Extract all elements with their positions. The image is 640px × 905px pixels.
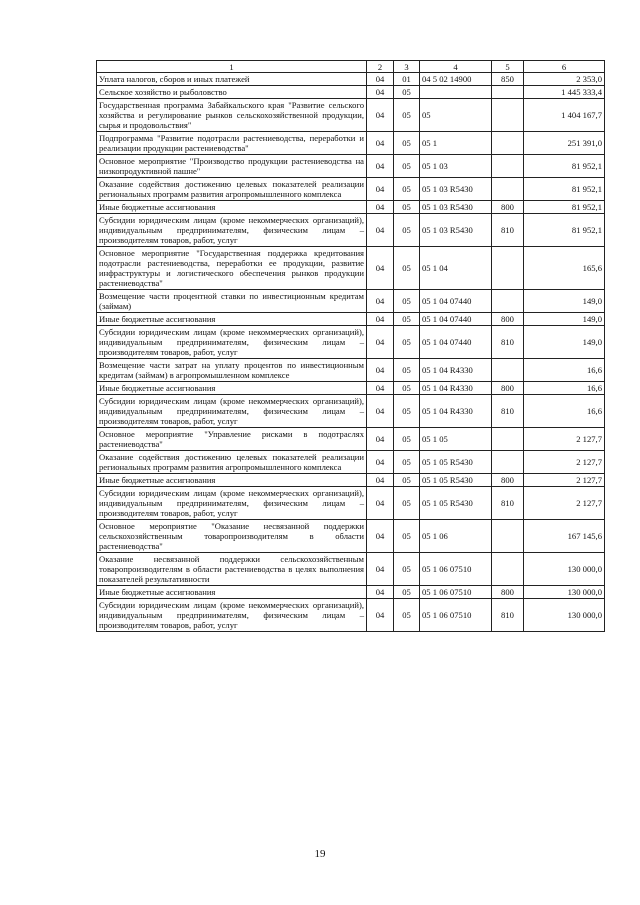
row-target-article: 05 1 03	[420, 155, 492, 178]
row-name: Субсидии юридическим лицам (кроме некоммерческих организаций), индивидуальным предпринимателям, физическим лицам – производителям товаров, работ, услуг	[97, 326, 367, 359]
row-section: 04	[367, 359, 394, 382]
row-subsection: 05	[394, 451, 420, 474]
table-row	[97, 73, 605, 86]
row-subsection: 05	[394, 155, 420, 178]
row-name: Основное мероприятие "Оказание несвязанной поддержки сельскохозяйственным товаропроизводителям в области растениеводства"	[97, 520, 367, 553]
table-row	[97, 178, 605, 201]
table-row	[97, 382, 605, 395]
header-col-2: 2	[367, 61, 394, 73]
row-expense-type	[492, 451, 524, 474]
row-expense-type: 810	[492, 395, 524, 428]
row-amount: 149,0	[524, 290, 605, 313]
row-section: 04	[367, 247, 394, 290]
table-row	[97, 247, 605, 290]
row-amount: 130 000,0	[524, 553, 605, 586]
row-subsection: 05	[394, 395, 420, 428]
row-amount: 130 000,0	[524, 586, 605, 599]
row-target-article: 05 1 04 07440	[420, 313, 492, 326]
row-name: Государственная программа Забайкальского края "Развитие сельского хозяйства и регулирование рынков сельскохозяйственной продукции, сырья и продовольствия"	[97, 99, 367, 132]
table-row	[97, 599, 605, 632]
header-col-4: 4	[420, 61, 492, 73]
row-subsection: 05	[394, 86, 420, 99]
row-target-article: 05 1 05 R5430	[420, 451, 492, 474]
row-target-article: 05 1 03 R5430	[420, 178, 492, 201]
table-row	[97, 359, 605, 382]
row-subsection: 05	[394, 474, 420, 487]
row-target-article: 05 1 04 R4330	[420, 382, 492, 395]
row-target-article: 05 1 06	[420, 520, 492, 553]
page-number: 19	[314, 848, 326, 860]
row-expense-type: 800	[492, 313, 524, 326]
row-target-article	[420, 86, 492, 99]
row-name: Иные бюджетные ассигнования	[97, 382, 367, 395]
row-subsection: 05	[394, 586, 420, 599]
row-section: 04	[367, 382, 394, 395]
row-section: 04	[367, 451, 394, 474]
row-name: Иные бюджетные ассигнования	[97, 586, 367, 599]
row-name: Субсидии юридическим лицам (кроме некоммерческих организаций), индивидуальным предпринимателям, физическим лицам – производителям товаров, работ, услуг	[97, 599, 367, 632]
row-amount: 2 127,7	[524, 474, 605, 487]
row-subsection: 05	[394, 599, 420, 632]
row-expense-type: 800	[492, 201, 524, 214]
row-section: 04	[367, 86, 394, 99]
row-amount: 167 145,6	[524, 520, 605, 553]
table-row	[97, 86, 605, 99]
table-row	[97, 487, 605, 520]
row-amount: 81 952,1	[524, 178, 605, 201]
row-expense-type: 850	[492, 73, 524, 86]
row-target-article: 05 1 05 R5430	[420, 474, 492, 487]
table-row	[97, 214, 605, 247]
row-target-article: 05 1 06 07510	[420, 599, 492, 632]
row-name: Иные бюджетные ассигнования	[97, 313, 367, 326]
row-subsection: 05	[394, 326, 420, 359]
table-header-row	[97, 61, 605, 73]
row-subsection: 05	[394, 313, 420, 326]
row-target-article: 05 1 04 07440	[420, 326, 492, 359]
row-subsection: 05	[394, 214, 420, 247]
row-section: 04	[367, 132, 394, 155]
row-target-article: 05 1 04 07440	[420, 290, 492, 313]
row-target-article: 05 1 04 R4330	[420, 395, 492, 428]
table-row	[97, 155, 605, 178]
row-name: Возмещение части процентной ставки по инвестиционным кредитам (займам)	[97, 290, 367, 313]
row-target-article: 05 1 06 07510	[420, 586, 492, 599]
row-name: Субсидии юридическим лицам (кроме некоммерческих организаций), индивидуальным предпринимателям, физическим лицам – производителям товаров, работ, услуг	[97, 395, 367, 428]
row-section: 04	[367, 395, 394, 428]
table-row	[97, 313, 605, 326]
row-subsection: 05	[394, 290, 420, 313]
row-name: Иные бюджетные ассигнования	[97, 201, 367, 214]
row-section: 04	[367, 313, 394, 326]
row-amount: 81 952,1	[524, 201, 605, 214]
row-name: Сельское хозяйство и рыболовство	[97, 86, 367, 99]
row-section: 04	[367, 99, 394, 132]
row-section: 04	[367, 520, 394, 553]
table-row	[97, 395, 605, 428]
table-row	[97, 520, 605, 553]
row-name: Основное мероприятие "Государственная поддержка кредитования подотрасли растениеводства, переработки ее продукции, развитие инфраструктуры и логистического обеспечения рынков продукции растениеводства"	[97, 247, 367, 290]
row-amount: 16,6	[524, 382, 605, 395]
row-expense-type	[492, 155, 524, 178]
row-name: Основное мероприятие "Управление рисками в подотраслях растениеводства"	[97, 428, 367, 451]
row-expense-type	[492, 132, 524, 155]
row-expense-type: 800	[492, 586, 524, 599]
row-subsection: 05	[394, 132, 420, 155]
header-col-5: 5	[492, 61, 524, 73]
header-col-3: 3	[394, 61, 420, 73]
row-expense-type: 810	[492, 214, 524, 247]
row-subsection: 05	[394, 99, 420, 132]
row-expense-type	[492, 520, 524, 553]
row-amount: 1 445 333,4	[524, 86, 605, 99]
row-amount: 165,6	[524, 247, 605, 290]
row-target-article: 04 5 02 14900	[420, 73, 492, 86]
row-expense-type	[492, 359, 524, 382]
row-amount: 16,6	[524, 359, 605, 382]
row-amount: 2 127,7	[524, 487, 605, 520]
row-subsection: 05	[394, 428, 420, 451]
row-subsection: 05	[394, 178, 420, 201]
row-name: Оказание содействия достижению целевых показателей реализации региональных программ развития агропромышленного комплекса	[97, 451, 367, 474]
row-target-article: 05 1 04	[420, 247, 492, 290]
row-amount: 149,0	[524, 313, 605, 326]
table-row	[97, 99, 605, 132]
row-expense-type: 810	[492, 326, 524, 359]
row-expense-type	[492, 86, 524, 99]
row-section: 04	[367, 586, 394, 599]
budget-table	[96, 60, 605, 632]
row-expense-type	[492, 178, 524, 201]
row-section: 04	[367, 155, 394, 178]
row-target-article: 05 1 03 R5430	[420, 201, 492, 214]
row-target-article: 05 1 05	[420, 428, 492, 451]
row-target-article: 05 1	[420, 132, 492, 155]
row-amount: 2 127,7	[524, 428, 605, 451]
row-section: 04	[367, 428, 394, 451]
row-target-article: 05 1 06 07510	[420, 553, 492, 586]
row-name: Уплата налогов, сборов и иных платежей	[97, 73, 367, 86]
row-target-article: 05 1 05 R5430	[420, 487, 492, 520]
row-name: Основное мероприятие "Производство продукции растениеводства на низкопродуктивной пашне"	[97, 155, 367, 178]
row-section: 04	[367, 178, 394, 201]
row-section: 04	[367, 290, 394, 313]
row-section: 04	[367, 487, 394, 520]
row-target-article: 05 1 04 R4330	[420, 359, 492, 382]
row-amount: 16,6	[524, 395, 605, 428]
row-subsection: 05	[394, 487, 420, 520]
row-amount: 81 952,1	[524, 214, 605, 247]
row-amount: 81 952,1	[524, 155, 605, 178]
row-section: 04	[367, 599, 394, 632]
row-name: Возмещение части затрат на уплату процентов по инвестиционным кредитам (займам) в агропромышленном комплексе	[97, 359, 367, 382]
header-col-1: 1	[97, 61, 367, 73]
row-subsection: 05	[394, 553, 420, 586]
table-row	[97, 553, 605, 586]
header-col-6: 6	[524, 61, 605, 73]
row-amount: 251 391,0	[524, 132, 605, 155]
row-amount: 2 127,7	[524, 451, 605, 474]
row-subsection: 01	[394, 73, 420, 86]
row-amount: 2 353,0	[524, 73, 605, 86]
row-expense-type	[492, 290, 524, 313]
row-subsection: 05	[394, 201, 420, 214]
row-section: 04	[367, 474, 394, 487]
row-section: 04	[367, 553, 394, 586]
row-expense-type	[492, 99, 524, 132]
table-row	[97, 474, 605, 487]
row-target-article: 05	[420, 99, 492, 132]
row-name: Субсидии юридическим лицам (кроме некоммерческих организаций), индивидуальным предпринимателям, физическим лицам – производителям товаров, работ, услуг	[97, 487, 367, 520]
row-expense-type: 810	[492, 487, 524, 520]
row-amount: 130 000,0	[524, 599, 605, 632]
row-name: Подпрограмма "Развитие подотрасли растениеводства, переработки и реализации продукции растениеводства"	[97, 132, 367, 155]
table-row	[97, 132, 605, 155]
row-section: 04	[367, 73, 394, 86]
row-expense-type	[492, 553, 524, 586]
row-target-article: 05 1 03 R5430	[420, 214, 492, 247]
row-name: Иные бюджетные ассигнования	[97, 474, 367, 487]
table-row	[97, 201, 605, 214]
row-section: 04	[367, 214, 394, 247]
row-expense-type: 810	[492, 599, 524, 632]
row-name: Оказание содействия достижению целевых показателей реализации региональных программ развития агропромышленного комплекса	[97, 178, 367, 201]
row-expense-type	[492, 428, 524, 451]
row-amount: 149,0	[524, 326, 605, 359]
table-row	[97, 326, 605, 359]
row-expense-type: 800	[492, 474, 524, 487]
row-expense-type	[492, 247, 524, 290]
row-expense-type: 800	[492, 382, 524, 395]
row-subsection: 05	[394, 247, 420, 290]
table-row	[97, 451, 605, 474]
table-row	[97, 290, 605, 313]
row-subsection: 05	[394, 382, 420, 395]
row-subsection: 05	[394, 520, 420, 553]
row-section: 04	[367, 326, 394, 359]
row-name: Субсидии юридическим лицам (кроме некоммерческих организаций), индивидуальным предпринимателям, физическим лицам – производителям товаров, работ, услуг	[97, 214, 367, 247]
row-section: 04	[367, 201, 394, 214]
table-row	[97, 428, 605, 451]
row-subsection: 05	[394, 359, 420, 382]
row-amount: 1 404 167,7	[524, 99, 605, 132]
table-row	[97, 586, 605, 599]
row-name: Оказание несвязанной поддержки сельскохозяйственным товаропроизводителям в области растениеводства в целях выполнения показателей результативности	[97, 553, 367, 586]
